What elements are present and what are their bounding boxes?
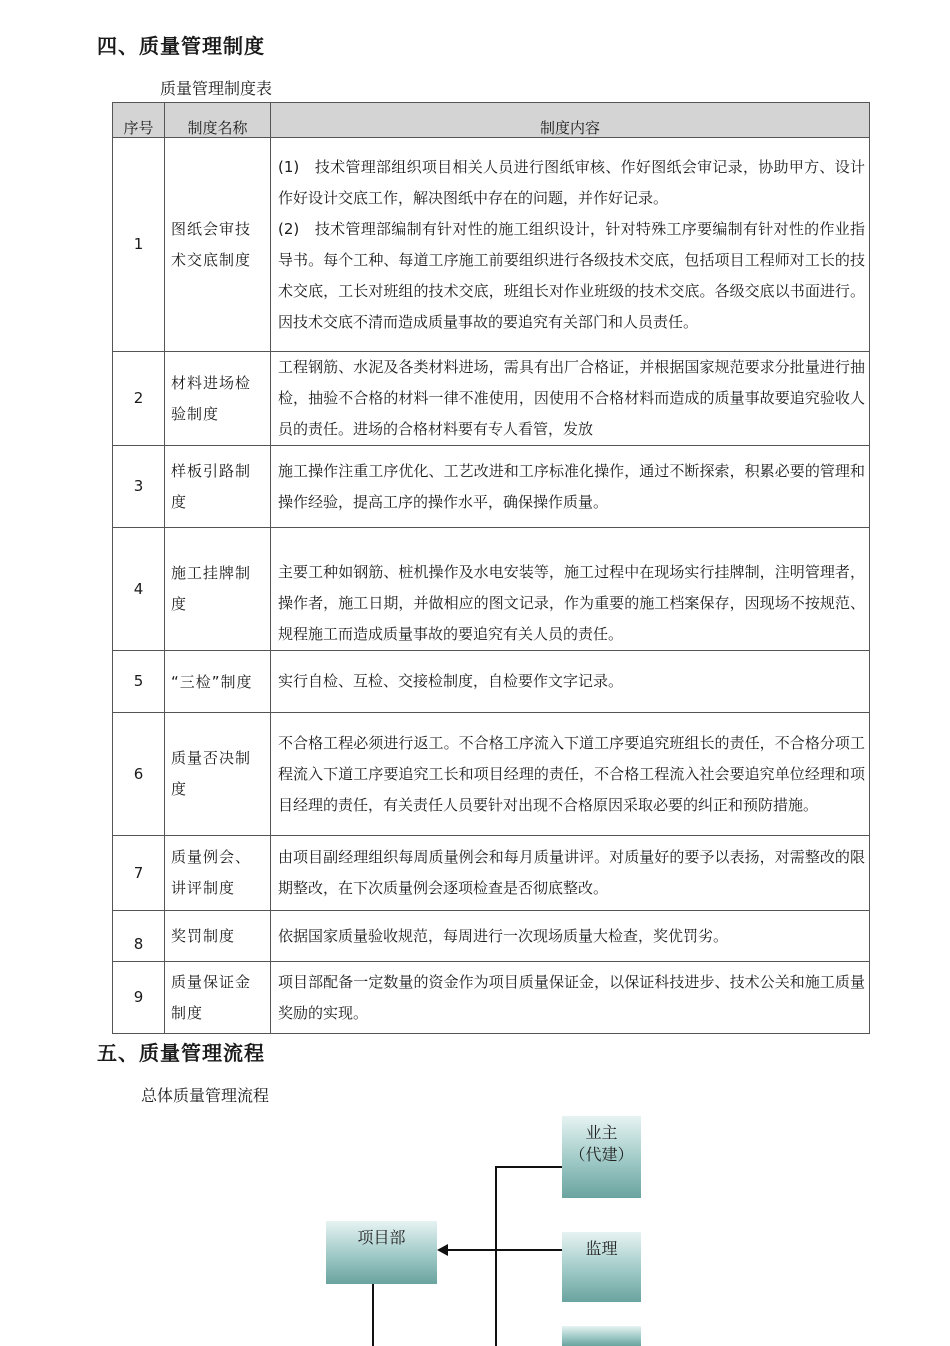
table-row bbox=[113, 836, 870, 911]
connector-owner bbox=[495, 1166, 562, 1168]
row-no: 2 bbox=[113, 352, 165, 446]
row-content: 依据国家质量验收规范，每周进行一次现场质量大检查，奖优罚劣。 bbox=[271, 911, 870, 962]
row-content: 主要工种如钢筋、桩机操作及水电安装等，施工过程中在现场实行挂牌制，注明管理者，操作者，施工日期，并做相应的图文记录，作为重要的施工档案保存，因现场不按规范、规程施工而造成质量事故的要追究有关人员的责任。 bbox=[271, 528, 870, 651]
row-no: 7 bbox=[113, 836, 165, 911]
owner-label: 业主 bbox=[585, 1123, 618, 1142]
connector-vertical-main bbox=[495, 1166, 497, 1346]
table-row bbox=[113, 911, 870, 962]
owner-box bbox=[562, 1116, 641, 1198]
lower-box bbox=[562, 1326, 641, 1346]
row-name: 质量保证金制度 bbox=[165, 962, 271, 1034]
row-name: 图纸会审技术交底制度 bbox=[165, 138, 271, 352]
header-name: 制度名称 bbox=[165, 103, 271, 138]
row-no: 9 bbox=[113, 962, 165, 1034]
row-content bbox=[271, 138, 870, 352]
table-caption: 质量管理制度表 bbox=[160, 79, 273, 98]
header-content: 制度内容 bbox=[271, 103, 870, 138]
row-name: 奖罚制度 bbox=[165, 911, 271, 962]
row-name: 质量否决制度 bbox=[165, 713, 271, 836]
row-no: 8 bbox=[113, 911, 165, 962]
table-row bbox=[113, 352, 870, 446]
row-no: 3 bbox=[113, 446, 165, 528]
table-row bbox=[113, 528, 870, 651]
row-content: 不合格工程必须进行返工。不合格工序流入下道工序要追究班组长的责任，不合格分项工程流入下道工序要追究工长和项目经理的责任，不合格工程流入社会要追究单位经理和项目经理的责任，有关责任人员要针对出现不合格原因采取必要的纠正和预防措施。 bbox=[271, 713, 870, 836]
connector-supervisor bbox=[447, 1249, 562, 1251]
project-dept-box bbox=[326, 1221, 437, 1284]
table-row bbox=[113, 713, 870, 836]
section5-title: 五、质量管理流程 bbox=[97, 1041, 265, 1065]
row-no: 1 bbox=[113, 138, 165, 352]
table-row bbox=[113, 651, 870, 713]
row-name: 质量例会、讲评制度 bbox=[165, 836, 271, 911]
row-name: 样板引路制度 bbox=[165, 446, 271, 528]
row-no: 6 bbox=[113, 713, 165, 836]
row-name: 材料进场检验制度 bbox=[165, 352, 271, 446]
row-no: 5 bbox=[113, 651, 165, 713]
row-content-para: (2) 技术管理部编制有针对性的施工组织设计，针对特殊工序要编制有针对性的作业指导书。每个工种、每道工序施工前要组织进行各级技术交底，包括项目工程师对工长的技术交底，工长对班组的技术交底，班组长对作业班级的技术交底。各级交底以书面进行。因技术交底不清而造成质量事故的要追究有关部门和人员责任。 bbox=[278, 219, 865, 331]
arrow-head-icon bbox=[437, 1244, 448, 1256]
section4-title: 四、质量管理制度 bbox=[97, 34, 265, 58]
owner-sublabel: （代建） bbox=[569, 1145, 634, 1164]
row-no: 4 bbox=[113, 528, 165, 651]
table-row bbox=[113, 446, 870, 528]
row-content-para: (1) 技术管理部组织项目相关人员进行图纸审核、作好图纸会审记录，协助甲方、设计作好设计交底工作，解决图纸中存在的问题，并作好记录。 bbox=[278, 157, 865, 207]
regulation-table bbox=[112, 102, 870, 1034]
row-content: 项目部配备一定数量的资金作为项目质量保证金，以保证科技进步、技术公关和施工质量奖励的实现。 bbox=[271, 962, 870, 1034]
supervisor-box bbox=[562, 1232, 641, 1302]
supervisor-label: 监理 bbox=[585, 1239, 618, 1258]
header-no: 序号 bbox=[113, 103, 165, 138]
row-content: 工程钢筋、水泥及各类材料进场，需具有出厂合格证，并根据国家规范要求分批量进行抽检，抽验不合格的材料一律不准使用，因使用不合格材料而造成的质量事故要追究验收人员的责任。进场的合格材料要有专人看管，发放 bbox=[271, 352, 870, 446]
row-name: “三检”制度 bbox=[165, 651, 271, 713]
flowchart bbox=[0, 1100, 950, 1344]
project-dept-label: 项目部 bbox=[357, 1228, 406, 1247]
row-content: 施工操作注重工序优化、工艺改进和工序标准化操作，通过不断探索，积累必要的管理和操作经验，提高工序的操作水平，确保操作质量。 bbox=[271, 446, 870, 528]
row-name: 施工挂牌制度 bbox=[165, 528, 271, 651]
table-header-row bbox=[113, 103, 870, 138]
row-content: 实行自检、互检、交接检制度，自检要作文字记录。 bbox=[271, 651, 870, 713]
table-row bbox=[113, 962, 870, 1034]
row-content: 由项目副经理组织每周质量例会和每月质量讲评。对质量好的要予以表扬，对需整改的限期整改，在下次质量例会逐项检查是否彻底整改。 bbox=[271, 836, 870, 911]
connector-project-dept-down bbox=[372, 1284, 374, 1346]
flow-caption: 总体质量管理流程 bbox=[141, 1086, 270, 1105]
table-row bbox=[113, 138, 870, 352]
